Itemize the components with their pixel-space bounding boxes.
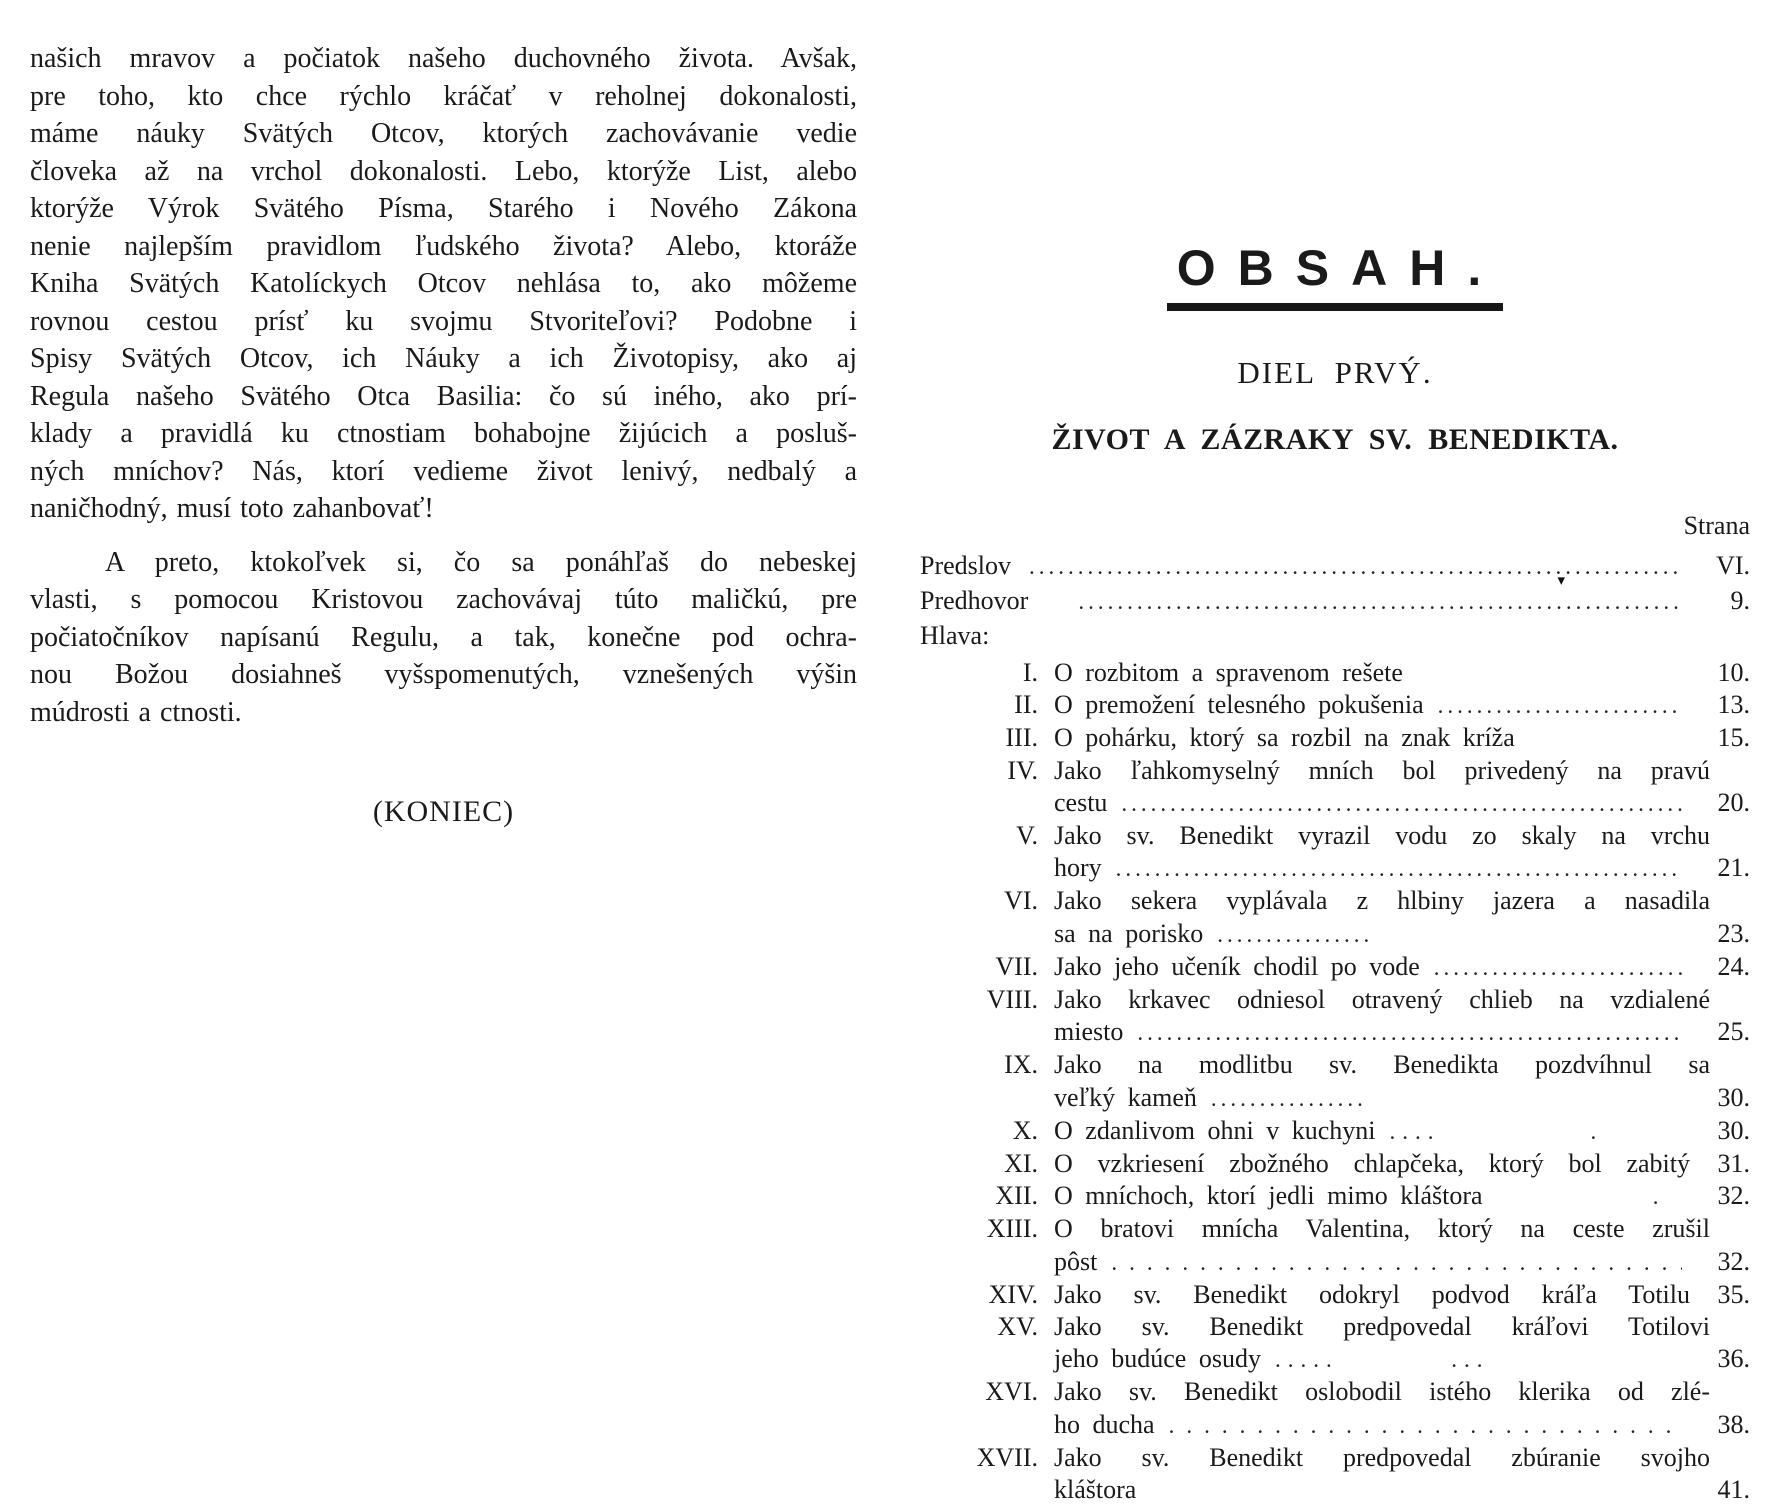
page-number: 20. [1717, 787, 1750, 817]
toc-part-title: DIEL PRVÝ. [1237, 355, 1433, 390]
text-line: naničhodný, musí toto zahanbovať! [30, 493, 434, 524]
toc-entry [920, 755, 1750, 787]
page-number: 32. [1717, 1181, 1750, 1211]
chapter-title: Jako na modlitbu sv. Benedikta pozdvíhnul sa [1054, 1050, 1710, 1080]
text-line: človeka až na vrchol dokonalosti. Lebo, ktorýže List, alebo [30, 155, 857, 187]
dot-leader [1211, 1083, 1682, 1115]
chapter-numeral: XII. [995, 1181, 1038, 1211]
chapter-title: Jako ľahkomyselný mních bol privedený na pravú [1054, 755, 1710, 785]
book-page-left [30, 40, 857, 829]
front-label: Predslov [920, 551, 1011, 580]
chapter-title: ho ducha [1054, 1409, 1155, 1439]
page-number: 25. [1717, 1017, 1750, 1047]
chapter-title: O bratovi mnícha Valentina, ktorý na ceste zrušil [1054, 1214, 1710, 1244]
chapter-title: Jako krkavec odniesol otravený chlieb na vzdialené [1054, 985, 1710, 1015]
toc-entry [920, 657, 1750, 689]
chapter-numeral: V. [1016, 821, 1038, 851]
toc-entry [920, 1213, 1750, 1245]
chapter-numeral: XIII. [986, 1214, 1038, 1244]
dot-leader [1137, 1017, 1682, 1049]
page-number: 10. [1717, 658, 1750, 687]
front-label: Predhovor [920, 586, 1029, 615]
dot-leader [1111, 1247, 1682, 1279]
chapter-title: O mníchoch, ktorí jedli mimo kláštora [1054, 1181, 1483, 1211]
dot-leader [1438, 690, 1682, 722]
toc-entry-continuation [920, 787, 1750, 820]
toc-entry [920, 1180, 1750, 1213]
toc-entry [920, 1442, 1750, 1474]
text-line: nou Božou dosiahneš vyšspomenutých, vznešených výšin [30, 659, 857, 690]
text-line: klady a pravidlá ku ctnostiam bohabojne žijúcich a posluš- [30, 418, 857, 449]
chapter-title: Jako sv. Benedikt odokryl podvod kráľa Totilu [1054, 1279, 1690, 1309]
chapter-numeral: VIII. [986, 985, 1038, 1015]
toc-entry-continuation [920, 918, 1750, 951]
chapter-numeral: XV. [997, 1312, 1038, 1342]
chapter-title: Jako sv. Benedikt vyrazil vodu zo skaly na vrchu [1054, 821, 1710, 851]
toc-front-row [920, 619, 1750, 653]
toc-entry-continuation [920, 1343, 1750, 1376]
chapter-title: pôst [1054, 1246, 1098, 1276]
chapter-title: Jako jeho učeník chodil po vode [1054, 951, 1420, 981]
chapter-numeral: XIV. [988, 1279, 1038, 1309]
page-number: 24. [1717, 951, 1750, 981]
chapter-title: veľký kameň [1054, 1082, 1197, 1112]
page-number: 13. [1717, 690, 1750, 720]
toc-entry [920, 1376, 1750, 1408]
chapter-title: kláštora [1054, 1475, 1137, 1505]
down-triangle-marker-icon: ▾ [1557, 573, 1565, 589]
toc-subtitle: ŽIVOT A ZÁZRAKY SV. BENEDIKTA. [1051, 423, 1619, 456]
end-label: (KONIEC) [372, 795, 515, 828]
toc-entry [920, 689, 1750, 722]
text-line: pre toho, kto chce rýchlo kráčať v reholnej dokonalosti, [30, 80, 857, 112]
chapter-numeral: XI. [1004, 1149, 1038, 1179]
text-line: ných mníchov? Nás, ktorí vedieme život lenivý, nedbalý a [30, 455, 857, 487]
page-number: 41. [1717, 1475, 1750, 1505]
toc-entry [920, 1049, 1750, 1081]
toc-entry-continuation [920, 1016, 1750, 1049]
toc-entry [920, 1279, 1750, 1311]
chapter-title: Jako sv. Benedikt oslobodil istého klerika od zlé- [1054, 1377, 1710, 1407]
toc-front-row [920, 573, 1750, 619]
chapter-numeral: VI. [1004, 886, 1038, 916]
dot-leader [1116, 853, 1682, 885]
chapter-numeral: X. [1012, 1115, 1038, 1145]
toc-entry [920, 951, 1750, 984]
toc-title-wrap [920, 240, 1750, 311]
toc-entry [920, 820, 1750, 852]
chapter-numeral: IX. [1004, 1050, 1038, 1080]
toc-entry [920, 1115, 1750, 1148]
toc-title: OBSAH. [1167, 243, 1503, 311]
toc-front-row [920, 549, 1750, 584]
page-number: 30. [1717, 1082, 1750, 1112]
chapter-numeral: III. [1005, 723, 1038, 753]
chapter-title: O premožení telesného pokušenia [1054, 690, 1424, 720]
paragraph-2 [30, 544, 857, 732]
page-number: 30. [1717, 1115, 1750, 1145]
page-number: 15. [1717, 723, 1750, 753]
chapter-title: sa na porisko [1054, 918, 1204, 948]
chapter-title: O vzkriesení zbožného chlapčeka, ktorý bol zabitý [1054, 1149, 1690, 1179]
dot-leader [1078, 585, 1682, 619]
chapter-title: O pohárku, ktorý sa rozbil na znak kríža [1054, 723, 1515, 753]
text-line: počiatočníkov napísanú Regulu, a tak, konečne pod ochra- [30, 621, 857, 653]
toc-entry [920, 984, 1750, 1016]
chapter-numeral: VII. [995, 951, 1038, 981]
toc-entry [920, 1311, 1750, 1343]
chapter-title: hory [1054, 853, 1102, 883]
dot-leader [1390, 1116, 1682, 1148]
text-line: Regula našeho Svätého Otca Basilia: čo sú iného, ako prí- [30, 380, 857, 412]
page-number: 35. [1717, 1279, 1750, 1309]
page-number: 23. [1717, 918, 1750, 948]
chapter-numeral: XVII. [976, 1442, 1038, 1472]
toc-entry-continuation [920, 1474, 1750, 1506]
dot-leader [1217, 919, 1682, 951]
toc-entry [920, 722, 1750, 754]
page-number: VI. [1716, 551, 1750, 580]
dot-leader [1497, 1181, 1682, 1213]
chapter-numeral: XVI. [985, 1377, 1038, 1407]
text-line: vlasti, s pomocou Kristovou zachovávaj túto maličkú, pre [30, 584, 857, 615]
dot-leader [1169, 1410, 1682, 1442]
page-column-header: Strana [1683, 511, 1750, 540]
chapter-title: Jako sv. Benedikt predpovedal zbúranie svojho [1054, 1442, 1710, 1472]
text-line: našich mravov a počiatok našeho duchovného života. Avšak, [30, 43, 857, 74]
page-number: 38. [1717, 1409, 1750, 1439]
chapter-title: Jako sekera vyplávala z hlbiny jazera a nasadila [1054, 886, 1710, 916]
toc-entry-continuation [920, 1082, 1750, 1115]
chapter-numeral: IV. [1007, 755, 1038, 785]
toc-entries [920, 657, 1750, 1506]
text-line: múdrosti a ctnosti. [30, 696, 242, 728]
toc-entry-continuation [920, 1246, 1750, 1279]
toc-entry-continuation [920, 1409, 1750, 1442]
page-number: 32. [1717, 1246, 1750, 1276]
chapter-title: miesto [1054, 1017, 1124, 1047]
text-line: rovnou cestou prísť ku svojmu Stvoriteľovi? Podobne i [30, 305, 857, 337]
chapter-numeral: II. [1014, 690, 1038, 720]
text-line: A preto, ktokoľvek si, čo sa ponáhľaš do nebeskej [105, 546, 857, 578]
page-number: 31. [1717, 1149, 1750, 1179]
text-line: Kniha Svätých Katolíckych Otcov nehlása to, ako môžeme [30, 268, 857, 299]
text-line: máme náuky Svätých Otcov, ktorých zachovávanie vedie [30, 118, 857, 149]
toc-entry [920, 1148, 1750, 1180]
page-number: 9. [1730, 586, 1750, 615]
toc-entry [920, 885, 1750, 917]
page-number: 36. [1717, 1344, 1750, 1374]
book-page-right [920, 0, 1750, 1506]
dot-leader [1275, 1344, 1682, 1376]
dot-leader [1434, 952, 1682, 984]
toc-entry-continuation [920, 852, 1750, 885]
chapter-title: O zdanlivom ohni v kuchyni [1054, 1115, 1376, 1145]
dot-leader [1029, 550, 1682, 584]
paragraph-1 [30, 40, 857, 528]
chapter-title: jeho budúce osudy [1054, 1344, 1261, 1374]
toc-front-matter [920, 549, 1750, 653]
chapter-numeral: I. [1022, 658, 1038, 687]
dot-leader [1121, 788, 1682, 820]
front-label: Hlava: [920, 621, 990, 650]
chapter-title: Jako sv. Benedikt predpovedal kráľovi Totilovi [1054, 1312, 1710, 1342]
page-number: 21. [1717, 853, 1750, 883]
chapter-title: cestu [1054, 787, 1108, 817]
chapter-title: O rozbitom a spravenom rešete [1054, 658, 1403, 687]
text-line: Spisy Svätých Otcov, ich Náuky a ich Životopisy, ako aj [30, 343, 857, 374]
text-line: ktorýže Výrok Svätého Písma, Starého i Nového Zákona [30, 193, 857, 224]
text-line: nenie najlepším pravidlom ľudského života? Alebo, ktoráže [30, 230, 857, 262]
